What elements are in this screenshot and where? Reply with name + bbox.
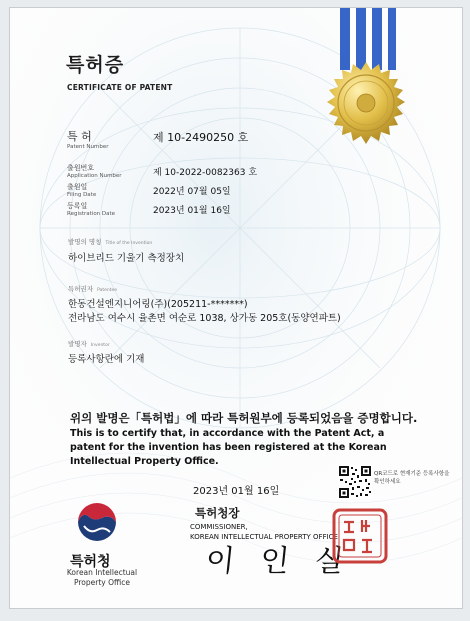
- inventor-label: 발명자 Inventor: [68, 340, 110, 348]
- invention-title: 하이브리드 기울기 측정장치: [68, 253, 185, 264]
- patent-number-label: 특 허 Patent Number: [67, 130, 109, 150]
- filing-date-label: 출원일 Filing Date: [67, 183, 97, 198]
- patentee-name: 한동건설엔지니어링(주)(205211-*******): [68, 299, 248, 310]
- patent-number-value: 제 10-2490250 호: [153, 131, 249, 144]
- gold-seal-icon: [316, 60, 416, 160]
- kipo-logo-name-english: Korean Intellectual Property Office: [66, 568, 138, 587]
- registration-date-label: 등록일 Registration Date: [67, 202, 116, 217]
- certificate-subtitle: CERTIFICATE OF PATENT: [67, 83, 173, 92]
- commissioner-title-english: COMMISSIONER,: [190, 523, 248, 531]
- kipo-logo-icon: [72, 496, 122, 548]
- official-stamp-icon: [332, 508, 388, 564]
- commissioner-signature: 이 인 실: [203, 544, 354, 579]
- filing-date-value: 2022년 07월 05일: [153, 187, 231, 197]
- invention-label: 발명의 명칭 Title of the Invention: [68, 238, 153, 246]
- qr-code-icon[interactable]: [338, 465, 372, 499]
- commissioner-title-korean: 특허청장: [195, 506, 240, 520]
- patentee-label: 특허권자 Patentee: [68, 285, 118, 293]
- certificate-page: [9, 7, 463, 609]
- application-number-label: 출원번호 Application Number: [67, 164, 122, 179]
- application-number-value: 제 10-2022-0082363 호: [153, 168, 258, 178]
- registration-date-value: 2023년 01월 16일: [153, 206, 231, 216]
- declaration-english: This is to certify that, in accordance with the Patent Act, a patent for the invention has been registered at the Korean Intellectual Property Office.: [70, 428, 387, 467]
- declaration-korean: 위의 발명은「특허법」에 따라 특허원부에 등록되었음을 증명합니다.: [70, 411, 418, 425]
- office-name-english: KOREAN INTELLECTUAL PROPERTY OFFICE: [190, 533, 338, 541]
- certificate-title: 특허증: [66, 54, 125, 76]
- inventor-value: 등록사항란에 기재: [68, 354, 145, 365]
- qr-code-note: QR코드로 현재기준 등록사항을 확인하세요: [374, 471, 450, 485]
- issue-date: 2023년 01월 16일: [193, 486, 280, 497]
- kipo-logo-name-korean: 특허청: [70, 554, 111, 570]
- patentee-address: 전라남도 여수시 율촌면 여순로 1038, 상가동 205호(동양연파트): [68, 313, 341, 324]
